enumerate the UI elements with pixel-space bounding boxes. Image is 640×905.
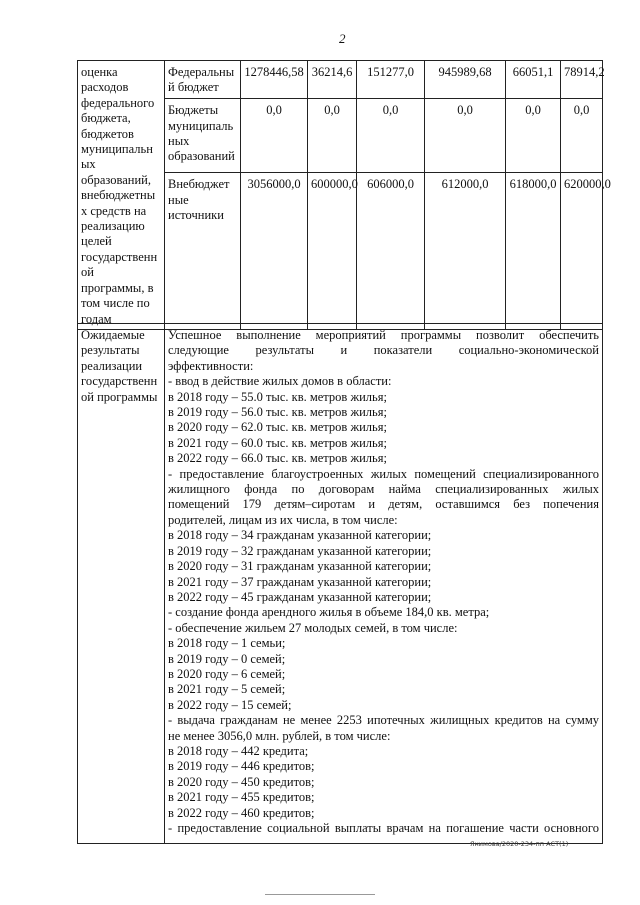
scan-artifact-line: [265, 894, 375, 895]
results-content-cell: [165, 324, 603, 844]
finance-table: [77, 60, 611, 330]
result-line: в 2019 году – 0 семей;: [168, 651, 286, 666]
result-line: в 2021 году – 455 кредитов;: [168, 790, 315, 805]
result-line: в 2020 году – 6 семей;: [168, 666, 286, 681]
label-line: ых: [81, 157, 96, 172]
label-line: внебюджетны: [81, 188, 156, 203]
result-line: в 2018 году – 442 кредита;: [168, 743, 309, 758]
value-cell: 0,0: [425, 99, 506, 173]
result-line: в 2019 году – 32 гражданам указанной категории;: [168, 543, 432, 558]
result-line: в 2019 году – 446 кредитов;: [168, 759, 315, 774]
value-cell: 606000,0: [357, 173, 425, 330]
value-cell: 620000,0: [561, 173, 603, 330]
funding-source-cell: [165, 173, 241, 330]
label-line: муниципальн: [81, 142, 153, 157]
result-line: в 2022 году – 45 гражданам указанной категории;: [168, 589, 432, 604]
result-line: в 2022 году – 15 семей;: [168, 697, 292, 712]
value-cell: 0,0: [561, 99, 603, 173]
label-line: образований,: [81, 172, 152, 187]
source-line: й бюджет: [168, 80, 219, 95]
value-cell: 0,0: [241, 99, 308, 173]
funding-source-cell: [165, 61, 241, 99]
label-line: ой программы: [81, 389, 158, 404]
value-cell: 0,0: [357, 99, 425, 173]
value-cell: 3056000,0: [241, 173, 308, 330]
table-row-results: [78, 324, 603, 844]
label-line: оценка: [81, 65, 118, 79]
source-line: муниципаль: [168, 118, 234, 133]
result-line: - предоставление социальной выплаты врачам на погашение части основного: [168, 821, 599, 835]
page-number: 2: [339, 31, 346, 46]
value-cell: 0,0: [506, 99, 561, 173]
result-line: в 2021 году – 60.0 тыс. кв. метров жилья;: [168, 435, 387, 450]
result-line: в 2020 году – 31 гражданам указанной категории;: [168, 559, 432, 574]
result-line: - ввод в действие жилых домов в области:: [168, 374, 392, 389]
result-line: жилищного фонда по договорам найма специализированных жилых: [168, 482, 599, 497]
result-line: эффективности:: [168, 358, 254, 373]
label-line: целей: [81, 234, 112, 249]
result-line: в 2018 году – 55.0 тыс. кв. метров жилья;: [168, 389, 387, 404]
result-line: - предоставление благоустроенных жилых помещений специализированного: [168, 466, 599, 481]
result-line: - обеспечение жильем 27 молодых семей, в том числе:: [168, 620, 458, 635]
source-line: источники: [168, 207, 224, 222]
label-line: государственн: [81, 374, 158, 389]
source-line: Внебюджет: [168, 177, 230, 192]
source-line: образований: [168, 149, 235, 164]
result-line: в 2018 году – 1 семьи;: [168, 636, 286, 651]
label-line: том числе по: [81, 296, 150, 311]
value-cell: 1278446,58: [241, 61, 308, 99]
source-line: ных: [168, 134, 190, 149]
label-line: федерального: [81, 95, 155, 110]
label-line: государственн: [81, 249, 158, 264]
label-line: программы, в: [81, 280, 154, 295]
value-cell: 618000,0: [506, 173, 561, 330]
value-cell: 36214,6: [308, 61, 357, 99]
finance-label-cell: [78, 61, 165, 330]
source-line: ные: [168, 192, 189, 207]
label-line: ой: [81, 265, 94, 280]
value-cell: 0,0: [308, 99, 357, 173]
value-cell: 66051,1: [506, 61, 561, 99]
result-line: следующие результаты и показатели социально-экономической: [168, 343, 599, 358]
source-line: Бюджеты: [168, 103, 219, 118]
label-line: результаты: [81, 343, 140, 358]
label-line: реализацию: [81, 219, 145, 234]
label-line: реализации: [81, 358, 143, 373]
result-line: - выдача гражданам не менее 2253 ипотечных жилищных кредитов на сумму: [168, 713, 599, 728]
results-table: [77, 323, 603, 844]
source-line: Федеральны: [168, 65, 235, 79]
label-line: Ожидаемые: [81, 328, 145, 342]
value-cell: 600000,0: [308, 173, 357, 330]
result-line: в 2022 году – 66.0 тыс. кв. метров жилья;: [168, 451, 387, 466]
result-line: в 2021 году – 5 семей;: [168, 682, 286, 697]
result-line: в 2022 году – 460 кредитов;: [168, 805, 315, 820]
label-line: расходов: [81, 80, 129, 95]
result-line: родителей, лицам из их числа, в том числе:: [168, 512, 398, 527]
document-footer-code: Янимова/2020-234-пп АСТ(1): [470, 840, 569, 848]
result-line: не менее 3056,0 млн. рублей, в том числе:: [168, 728, 391, 743]
result-line: помещений 179 детям–сиротам и детям, оставшимся без попечения: [168, 497, 599, 512]
value-cell: 78914,2: [561, 61, 603, 99]
result-line: в 2018 году – 34 гражданам указанной категории;: [168, 528, 432, 543]
label-line: бюджета,: [81, 111, 131, 126]
value-cell: 612000,0: [425, 173, 506, 330]
label-line: бюджетов: [81, 126, 134, 141]
result-line: - создание фонда арендного жилья в объеме 184,0 кв. метра;: [168, 605, 490, 620]
result-line: в 2019 году – 56.0 тыс. кв. метров жилья;: [168, 405, 387, 420]
result-line: Успешное выполнение мероприятий программы позволит обеспечить: [168, 328, 599, 342]
results-label-cell: [78, 324, 165, 844]
result-line: в 2021 году – 37 гражданам указанной категории;: [168, 574, 432, 589]
result-line: в 2020 году – 450 кредитов;: [168, 774, 315, 789]
table-row-federal: [78, 61, 603, 99]
result-line: в 2020 году – 62.0 тыс. кв. метров жилья;: [168, 420, 387, 435]
label-line: х средств на: [81, 203, 147, 218]
funding-source-cell: [165, 99, 241, 173]
value-cell: 151277,0: [357, 61, 425, 99]
label-line: годам: [81, 311, 112, 326]
value-cell: 945989,68: [425, 61, 506, 99]
